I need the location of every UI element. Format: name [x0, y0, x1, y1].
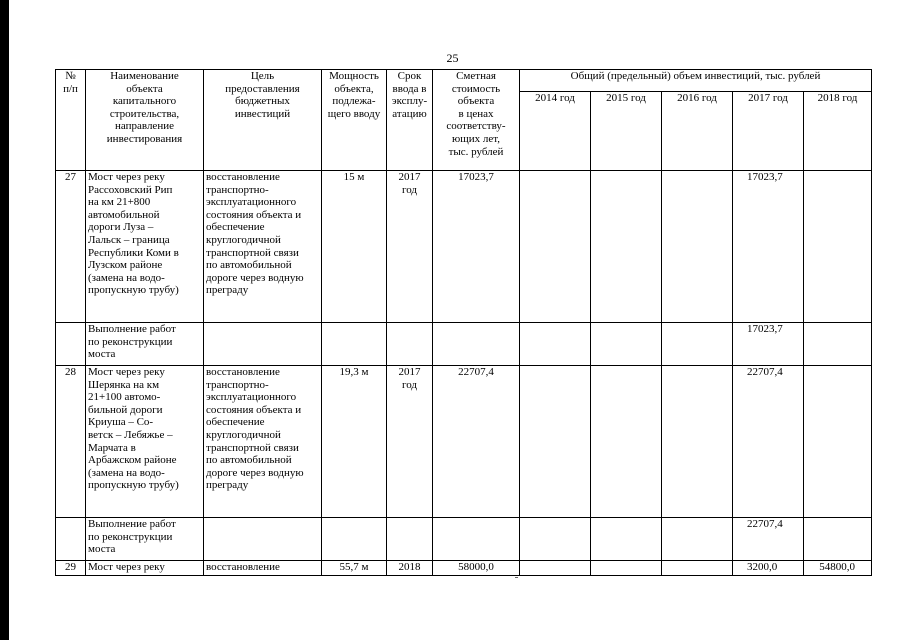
cell-cost: 22707,4 — [433, 366, 520, 518]
cell-cost — [433, 323, 520, 366]
cell-capacity: 55,7 м — [322, 561, 387, 576]
cell-term: 2017 год — [387, 171, 433, 323]
table-row — [56, 366, 872, 518]
table-row — [56, 323, 872, 366]
cell-2014 — [520, 323, 591, 366]
cell-2018 — [804, 366, 872, 518]
cell-capacity: 15 м — [322, 171, 387, 323]
cell-2017: 22707,4 — [733, 366, 804, 518]
cell-capacity: 19,3 м — [322, 366, 387, 518]
cell-2016 — [662, 366, 733, 518]
cell-num: 28 — [56, 366, 86, 518]
header-row-1 — [56, 70, 872, 92]
cell-term: 2017 год — [387, 366, 433, 518]
page-number: 25 — [446, 51, 459, 65]
cell-purpose: восстановление транспортно- эксплуатационного состояния объекта и обеспечение круглогодичной транспортной связи по автомобильной дороге через водную преграду — [204, 366, 322, 518]
cell-term — [387, 323, 433, 366]
cell-2015 — [591, 518, 662, 561]
cell-2014 — [520, 518, 591, 561]
cell-2014 — [520, 561, 591, 576]
cell-2018 — [804, 323, 872, 366]
cell-object-name: Мост через реку — [86, 561, 204, 576]
cell-term: 2018 — [387, 561, 433, 576]
cell-2018 — [804, 518, 872, 561]
investment-table — [55, 69, 872, 576]
cell-2016 — [662, 561, 733, 576]
cell-num: 27 — [56, 171, 86, 323]
header-year: 2016 год — [662, 92, 733, 171]
cell-num — [56, 323, 86, 366]
table-row — [56, 561, 872, 576]
table-row — [56, 518, 872, 561]
cell-num: 29 — [56, 561, 86, 576]
scan-edge-bar — [0, 0, 9, 640]
header-year: 2017 год — [733, 92, 804, 171]
cell-cost: 58000,0 — [433, 561, 520, 576]
cell-capacity — [322, 323, 387, 366]
cell-object-name: Мост через реку Рассоховский Рип на км 21+800 автомобильной дороги Луза – Лальск – граница Республики Коми в Лузском районе (замена на водо- пропускную трубу) — [86, 171, 204, 323]
cell-2014 — [520, 366, 591, 518]
cell-purpose: восстановление — [204, 561, 322, 576]
header-num: № п/п — [56, 70, 86, 171]
cell-purpose — [204, 323, 322, 366]
header-year: 2018 год — [804, 92, 872, 171]
cell-term — [387, 518, 433, 561]
cell-2015 — [591, 323, 662, 366]
cell-object-name: Мост через реку Шерянка на км 21+100 автомо- бильной дороги Криуша – Со- ветск – Лебяжье – Марчата в Арбажском районе (замена на водо- пропускную трубу) — [86, 366, 204, 518]
cell-2017: 17023,7 — [733, 171, 804, 323]
cell-cost — [433, 518, 520, 561]
cell-2015 — [591, 366, 662, 518]
header-cost: Сметная стоимость объекта в ценах соответству- ющих лет, тыс. рублей — [433, 70, 520, 171]
cell-2016 — [662, 518, 733, 561]
cell-2015 — [591, 561, 662, 576]
cell-object-name: Выполнение работ по реконструкции моста — [86, 323, 204, 366]
cell-capacity — [322, 518, 387, 561]
cell-2017: 3200,0 — [733, 561, 804, 576]
cell-2015 — [591, 171, 662, 323]
header-object-name: Наименование объекта капитального строительства, направление инвестирования — [86, 70, 204, 171]
cell-2014 — [520, 171, 591, 323]
cell-purpose — [204, 518, 322, 561]
cell-2018: 54800,0 — [804, 561, 872, 576]
table-row — [56, 171, 872, 323]
cell-2017: 22707,4 — [733, 518, 804, 561]
cell-2016 — [662, 323, 733, 366]
header-investment: Общий (предельный) объем инвестиций, тыс. рублей — [520, 70, 872, 92]
scan-mark — [515, 577, 518, 578]
cell-cost: 17023,7 — [433, 171, 520, 323]
header-capacity: Мощность объекта, подлежа- щего вводу — [322, 70, 387, 171]
cell-2018 — [804, 171, 872, 323]
cell-purpose: восстановление транспортно- эксплуатационного состояния объекта и обеспечение круглогодичной транспортной связи по автомобильной дороге через водную преграду — [204, 171, 322, 323]
header-purpose: Цель предоставления бюджетных инвестиций — [204, 70, 322, 171]
cell-object-name: Выполнение работ по реконструкции моста — [86, 518, 204, 561]
header-year: 2014 год — [520, 92, 591, 171]
cell-2016 — [662, 171, 733, 323]
cell-num — [56, 518, 86, 561]
header-year: 2015 год — [591, 92, 662, 171]
cell-2017: 17023,7 — [733, 323, 804, 366]
header-term: Срок ввода в эксплу- атацию — [387, 70, 433, 171]
